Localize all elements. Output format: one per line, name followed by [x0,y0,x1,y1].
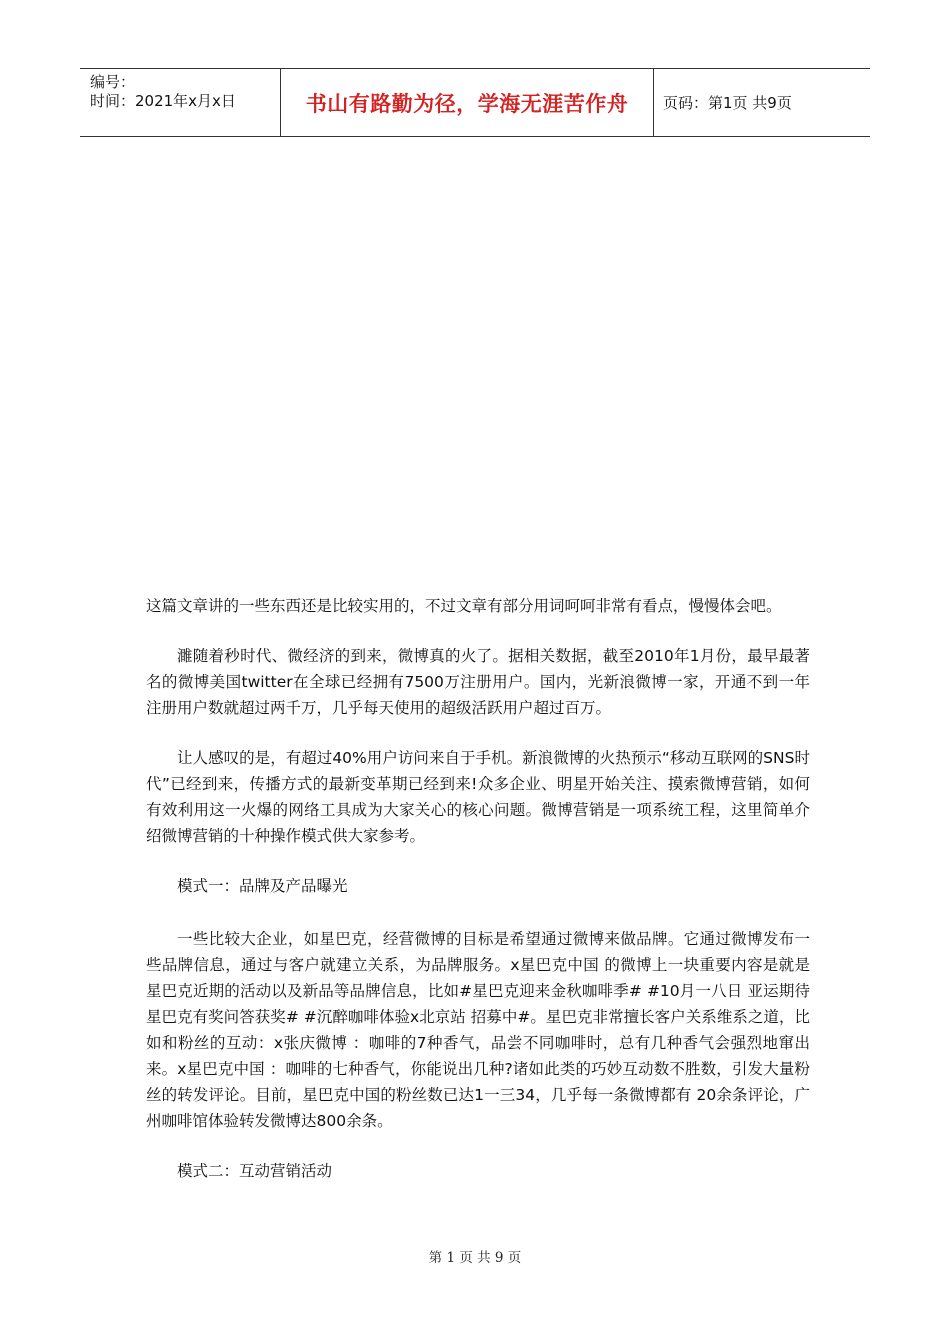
article-body [146,593,810,1211]
serial-number-label: 编号： [90,73,136,91]
footer-page-number: 第 1 页 共 9 页 [428,1250,522,1266]
header-info-cell [80,69,281,136]
header-page-number: 页码：第1页 共9页 [663,94,792,112]
intro-paragraph: 这篇文章讲的一些东西还是比较实用的，不过文章有部分用词呵呵非常有看点，慢慢体会吧。 [146,597,782,615]
paragraph-mobile-sns: 让人感叹的是，有超过40%用户访问来自于手机。新浪微博的火热预示“移动互联网的SNS时代”已经到来，传播方式的最新变革期已经到来!众多企业、明星开始关注、摸索微博营销，如何有效利用这一火爆的网络工具成为大家关心的核心问题。微博营销是一项系统工程，这里简单介绍微博营销的十种操作模式供大家参考。 [146,749,810,845]
header-motto: 书山有路勤为径，学海无涯苦作舟 [305,91,629,116]
header-page-cell [654,69,870,136]
section-heading-mode-one: 模式一：品牌及产品曝光 [177,877,348,895]
date-label: 时间：2021年x月x日 [90,92,236,110]
section-heading-mode-two: 模式二：互动营销活动 [177,1162,333,1180]
paragraph-weibo-growth: 濉随着秒时代、微经济的到来，微博真的火了。据相关数据，截至2010年1月份，最早最著名的微博美国twitter在全球已经拥有7500万注册用户。国内，光新浪微博一家，开通不到一年注册用户数就超过两千万，几乎每天使用的超级活跃用户超过百万。 [146,647,810,717]
page-footer [0,1246,950,1266]
document-header [80,68,870,137]
paragraph-starbucks-case: 一些比较大企业，如星巴克，经营微博的目标是希望通过微博来做品牌。它通过微博发布一些品牌信息，通过与客户就建立关系，为品牌服务。x星巴克中国 的微博上一块重要内容是就是星巴克近期的活动以及新品等品牌信息，比如#星巴克迎来金秋咖啡季# #10月一八日 亚运期待 星巴克有奖问答获奖# #沉醉咖啡体验x北京站 招募中#。星巴克非常擅长客户关系维系之道，比如和粉丝的互动：x张庆微博 ：咖啡的7种香气，品尝不同咖啡时，总有几种香气会强烈地窜出来。x星巴克中国 ：咖啡的七种香气，你能说出几种?诸如此类的巧妙互动数不胜数，引发大量粉丝的转发评论。目前，星巴克中国的粉丝数已达1一三34，几乎每一条微博都有 20余条评论，广州咖啡馆体验转发微博达800余条。 [146,930,810,1130]
header-motto-cell [281,69,654,136]
